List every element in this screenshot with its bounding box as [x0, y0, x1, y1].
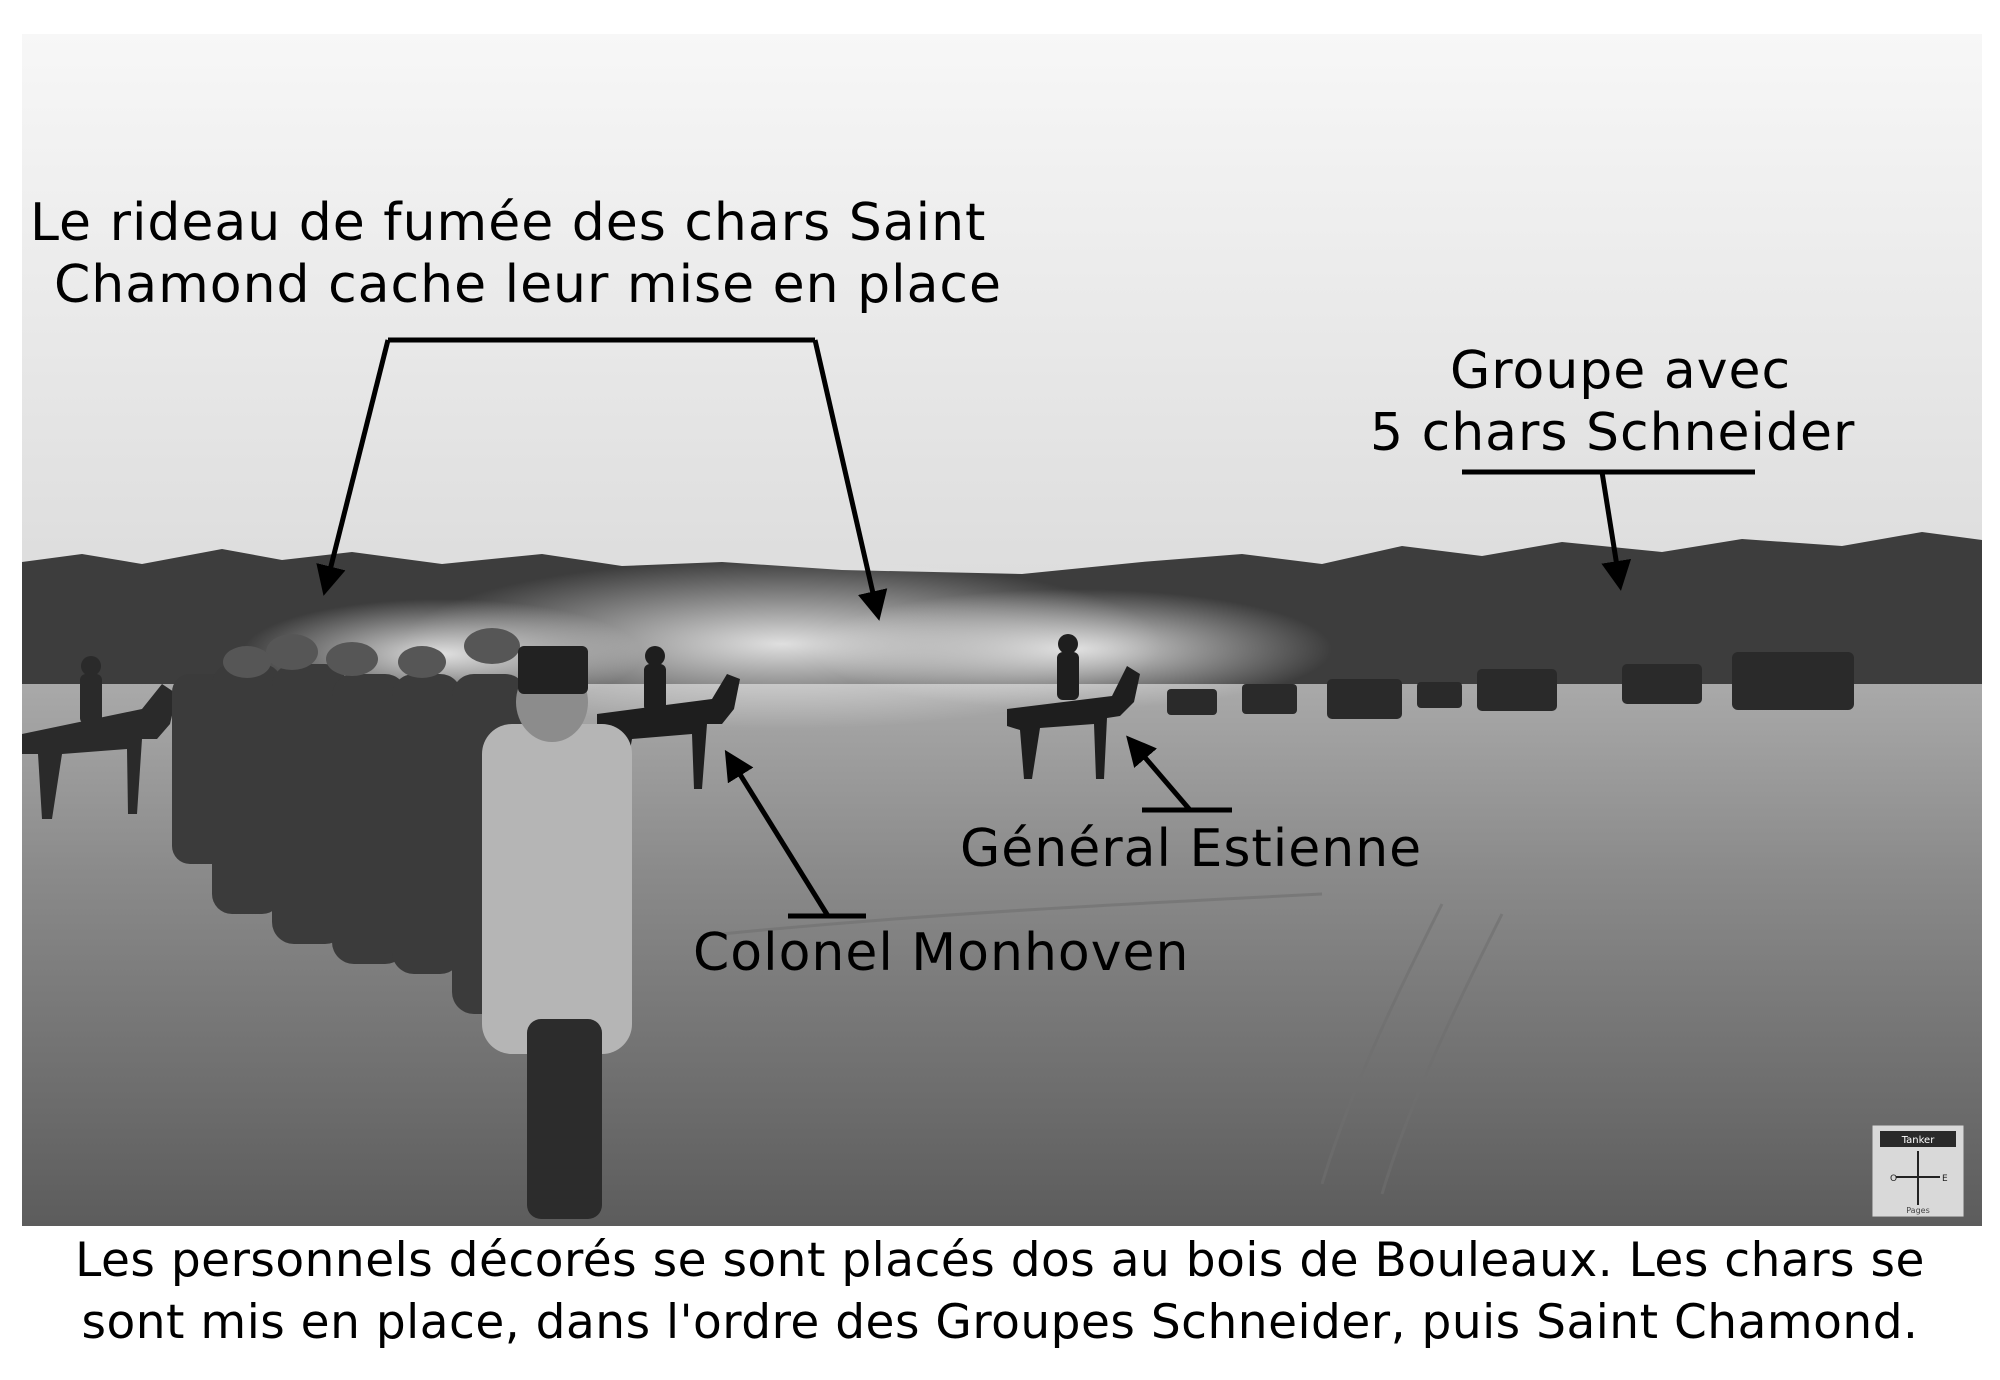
tank	[1622, 664, 1702, 704]
caption-line2: sont mis en place, dans l'ordre des Groupes Schneider, puis Saint Chamond.	[81, 1295, 1919, 1350]
caption-line1: Les personnels décorés se sont placés dos au bois de Bouleaux. Les chars se	[75, 1233, 1925, 1288]
svg-text:E: E	[1942, 1174, 1948, 1184]
svg-text:O: O	[1890, 1174, 1898, 1184]
schneider-label-line2: 5 chars Schneider	[1370, 403, 1856, 463]
colonel-label: Colonel Monhoven	[693, 923, 1190, 983]
tank	[1242, 684, 1297, 714]
soldier	[212, 664, 282, 914]
schneider-label-line1: Groupe avec	[1450, 341, 1792, 401]
photo-caption	[0, 1230, 2000, 1354]
tanker-logo	[1872, 1125, 1964, 1217]
logo-text-top: Tanker	[1901, 1135, 1935, 1146]
smoke-label-line2: Chamond cache leur mise en place	[54, 255, 1003, 315]
general-label: Général Estienne	[960, 819, 1423, 879]
tank	[1732, 652, 1854, 710]
tank	[1327, 679, 1402, 719]
weathervane-icon	[1872, 1125, 1964, 1217]
tank	[1477, 669, 1557, 711]
logo-text-bottom: Pages	[1906, 1206, 1930, 1215]
smoke-label-line1: Le rideau de fumée des chars Saint	[30, 193, 987, 253]
tank	[1417, 682, 1462, 708]
tank	[1167, 689, 1217, 715]
soldier	[392, 674, 462, 974]
